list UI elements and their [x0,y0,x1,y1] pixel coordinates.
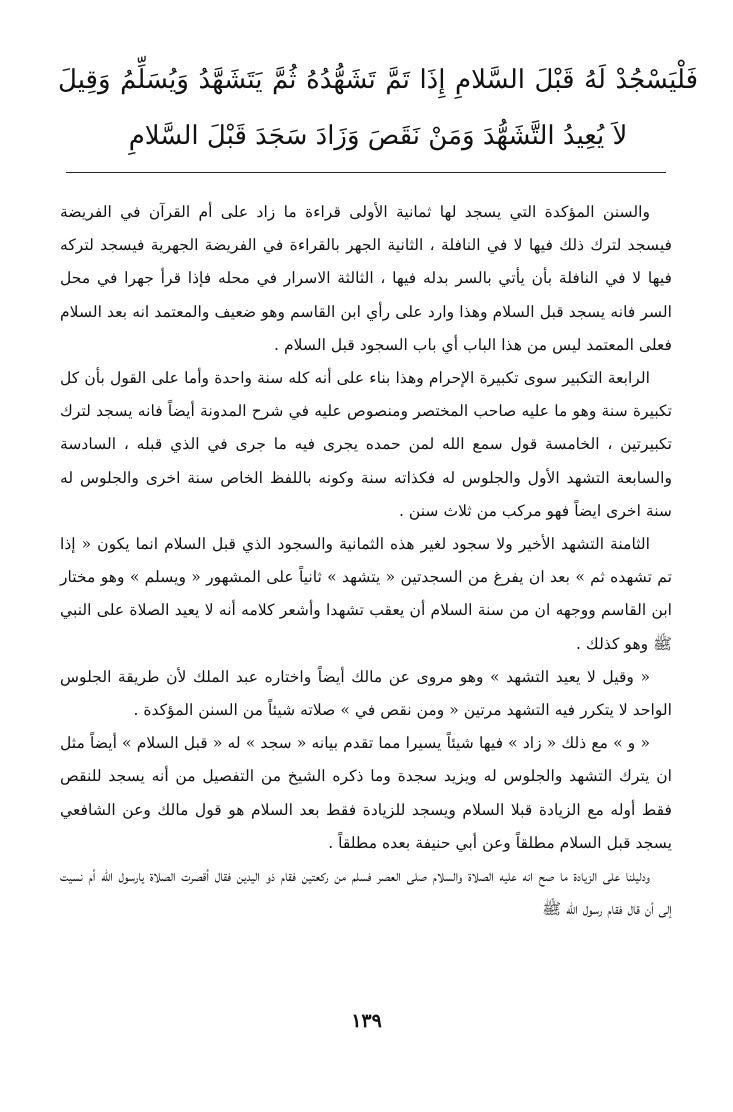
commentary-paragraph: ودليلنا على الزيادة ما صح انه عليه الصلاة والسلام صلى العصر فسلم من ركعتين فقام ذو اليدين فقال أقصرت الصلاة يارسول الله أم نسيت إلى أن قال فقام رسول الله ﷺ [60,867,672,919]
commentary-body [60,196,672,926]
vocalized-matn-verse: فَلْيَسْجُدْ لَهُ قَبْلَ السَّلامِ إِذَا تَمَّ تَشَهُّدُهُ ثُمَّ يَتَشَهَّدُ وَيُسَلِّمُ وَقِيلَ لاَ يُعِيدُ التَّشَهُّدَ وَمَنْ نَقَصَ وَزَادَ سَجَدَ قَبْلَ السَّلامِ [58,65,698,151]
commentary-paragraph: « وقيل لا يعيد التشهد » وهو مروى عن مالك أيضاً واختاره عبد الملك لأن طريقة الجلوس الواحد لا يتكرر فيه التشهد مرتين « ومن نقص في » صلاته شيئاً من السنن المؤكدة . [60,667,672,720]
commentary-paragraph: « و » مع ذلك « زاد » فيها شيئاً يسيرا مما تقدم بيانه « سجد » له « قبل السلام » أيضاً مثل ان يترك التشهد والجلوس له ويزيد سجدة وما ذكره الشيخ من التفصيل من أنه يسجد للنقص فقط أوله مع الزيادة قبلا السلام ويسجد للزيادة فقط بعد السلام هو قول مالك وعن الشافعي يسجد قبل السلام مطلقاً وعن أبي حنيفة بعده مطلقاً . [60,734,672,852]
commentary-paragraph: والسنن المؤكدة التي يسجد لها ثمانية الأولى قراءة ما زاد على أم القرآن في الفريضة فيسجد لترك ذلك فيها لا في النافلة ، الثانية الجهر بالقراءة في الفريضة الجهرية فيسجد لتركه فيها لا في النافلة بأن يأتي بالسر بدله فيها ، الثالثة الاسرار في محله فإذا قرأ جهرا في محل السر فانه يسجد قبل السلام وهذا وارد على رأي ابن القاسم وهو ضعيف والمعتمد انه بعد السلام فعلى المعتمد ليس من هذا الباب أي باب السجود قبل السلام . [60,203,672,354]
separator-rule [66,172,666,173]
commentary-paragraph: الرابعة التكبير سوى تكبيرة الإحرام وهذا بناء على أنه كله سنة واحدة وأما على القول بأن كل تكبيرة سنة وهو ما عليه صاحب المختصر ومنصوص عليه في شرح المدونة أيضاً فانه يسجد لترك تكبيرتين ، الخامسة قول سمع الله لمن حمده يجرى فيه ما جرى في الذي قبله ، السادسة والسابعة التشهد الأول والجلوس له فكذاته سنة وكونه باللفظ الخاص سنة اخرى والجلوس له سنة اخرى ايضاً فهو مركب من ثلاث سنن . [60,369,672,520]
page-number: ١٣٩ [351,1010,382,1032]
commentary-paragraph: الثامنة التشهد الأخير ولا سجود لغير هذه الثمانية والسجود الذي قبل السلام انما يكون « إذا تم تشهده ثم » بعد ان يفرغ من السجدتين « يتشهد » ثانياً على المشهور « ويسلم » وهو مختار ابن القاسم ووجهه ان من سنة السلام أن يعقب تشهدا وأشعر كلامه أنه لا يعيد الصلاة على النبي ﷺ وهو كذلك . [60,535,672,653]
